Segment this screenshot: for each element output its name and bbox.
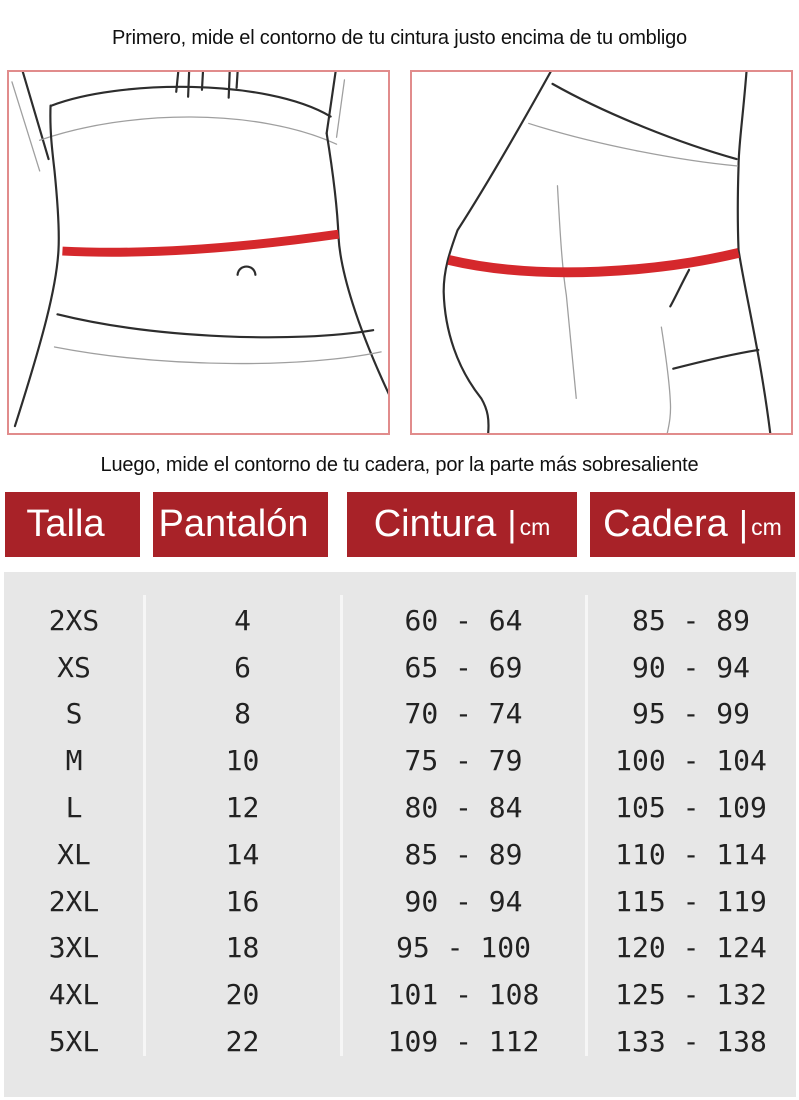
cell-pantalon: 12 xyxy=(225,791,260,825)
cell-cintura: 109 - 112 xyxy=(387,1025,540,1059)
table-row xyxy=(4,597,796,644)
table-row xyxy=(4,691,796,738)
table-row xyxy=(4,1018,796,1065)
instruction-waist-text: Primero, mide el contorno de tu cintura justo encima de tu ombligo xyxy=(112,27,687,49)
cell-talla: XL xyxy=(57,837,91,871)
hip-crease-line xyxy=(670,270,689,307)
waistband-lower xyxy=(529,123,738,166)
front-contour xyxy=(738,72,770,433)
cell-cadera: 110 - 114 xyxy=(615,837,767,871)
cell-pantalon: 14 xyxy=(225,837,260,871)
table-row xyxy=(4,831,796,878)
cell-talla: M xyxy=(65,744,83,778)
table-row xyxy=(4,925,796,972)
cell-cintura: 70 - 74 xyxy=(404,697,523,731)
cell-talla: 3XL xyxy=(48,931,100,965)
strap-line-right xyxy=(327,72,336,133)
table-row xyxy=(4,784,796,831)
header-cadera-unit: cm xyxy=(751,514,782,540)
cell-pantalon: 6 xyxy=(234,650,251,684)
waistband-upper-line xyxy=(57,314,373,337)
cell-talla: 2XS xyxy=(48,603,100,637)
strap-line-right-thin xyxy=(337,80,345,137)
table-row xyxy=(4,971,796,1018)
cell-cintura: 80 - 84 xyxy=(404,791,523,825)
body-contour-left xyxy=(15,106,59,426)
header-cintura-label: Cintura xyxy=(373,503,497,545)
cell-cadera: 133 - 138 xyxy=(615,1025,767,1059)
cell-cadera: 90 - 94 xyxy=(631,650,750,684)
bra-hook-lines xyxy=(176,72,237,98)
cell-talla: XS xyxy=(57,650,91,684)
cell-cadera: 105 - 109 xyxy=(615,791,767,825)
table-row xyxy=(4,737,796,784)
bra-band-lower-arc xyxy=(40,117,337,144)
cell-cintura: 101 - 108 xyxy=(387,978,540,1012)
cell-cintura: 75 - 79 xyxy=(404,744,523,778)
leg-seam-line xyxy=(661,327,670,433)
header-talla xyxy=(5,492,140,557)
header-cintura-bar: | xyxy=(507,502,517,544)
bra-band-upper-arc xyxy=(52,87,331,117)
size-table-rows xyxy=(4,597,796,1065)
size-table-body xyxy=(4,572,796,1097)
header-talla-label: Talla xyxy=(26,503,105,545)
cell-pantalon: 10 xyxy=(225,744,260,778)
torso-front-drawing xyxy=(9,72,388,433)
hip-measurement-figure xyxy=(410,70,793,435)
cell-cadera: 125 - 132 xyxy=(615,978,767,1012)
cell-cintura: 85 - 89 xyxy=(404,837,523,871)
pocket-line xyxy=(673,350,758,369)
cell-talla: 2XL xyxy=(48,884,100,918)
cell-pantalon: 4 xyxy=(234,603,251,637)
buttock-contour xyxy=(444,72,551,433)
header-cintura xyxy=(347,492,577,557)
waistband-upper xyxy=(553,84,737,159)
cell-pantalon: 8 xyxy=(234,697,251,731)
cell-cadera: 120 - 124 xyxy=(615,931,767,965)
cell-cadera: 85 - 89 xyxy=(631,603,750,637)
cell-talla: 5XL xyxy=(48,1025,100,1059)
strap-line-left xyxy=(23,72,49,159)
waistband-lower-line xyxy=(55,347,382,364)
table-row xyxy=(4,644,796,691)
cell-cintura: 60 - 64 xyxy=(404,603,523,637)
instruction-hip-text: Luego, mide el contorno de tu cadera, por la parte más sobresaliente xyxy=(100,454,699,476)
hip-measure-line xyxy=(449,253,739,272)
cell-talla: S xyxy=(65,697,83,731)
thigh-seam-line xyxy=(557,186,576,399)
hips-side-drawing xyxy=(412,72,791,433)
cell-cintura: 65 - 69 xyxy=(404,650,523,684)
cell-cintura: 90 - 94 xyxy=(404,884,523,918)
navel-mark xyxy=(238,267,256,275)
header-cadera-bar: | xyxy=(738,502,749,544)
cell-cadera: 100 - 104 xyxy=(615,744,767,778)
cell-talla: L xyxy=(65,791,83,825)
header-cintura-unit: cm xyxy=(519,514,551,540)
strap-line-left-thin xyxy=(12,82,40,171)
header-pantalon xyxy=(153,492,328,557)
cell-pantalon: 18 xyxy=(225,931,260,965)
table-row xyxy=(4,878,796,925)
cell-pantalon: 22 xyxy=(225,1025,260,1059)
cell-cintura: 95 - 100 xyxy=(396,931,531,965)
body-contour-right xyxy=(327,133,388,396)
header-cadera xyxy=(590,492,795,557)
cell-talla: 4XL xyxy=(48,978,100,1012)
header-pantalon-label: Pantalón xyxy=(158,503,309,545)
cell-pantalon: 20 xyxy=(225,978,260,1012)
cell-cadera: 95 - 99 xyxy=(631,697,750,731)
cell-pantalon: 16 xyxy=(225,884,260,918)
waist-measurement-figure xyxy=(7,70,390,435)
waist-measure-line xyxy=(62,234,338,252)
header-cadera-label: Cadera xyxy=(603,503,728,545)
cell-cadera: 115 - 119 xyxy=(615,884,767,918)
